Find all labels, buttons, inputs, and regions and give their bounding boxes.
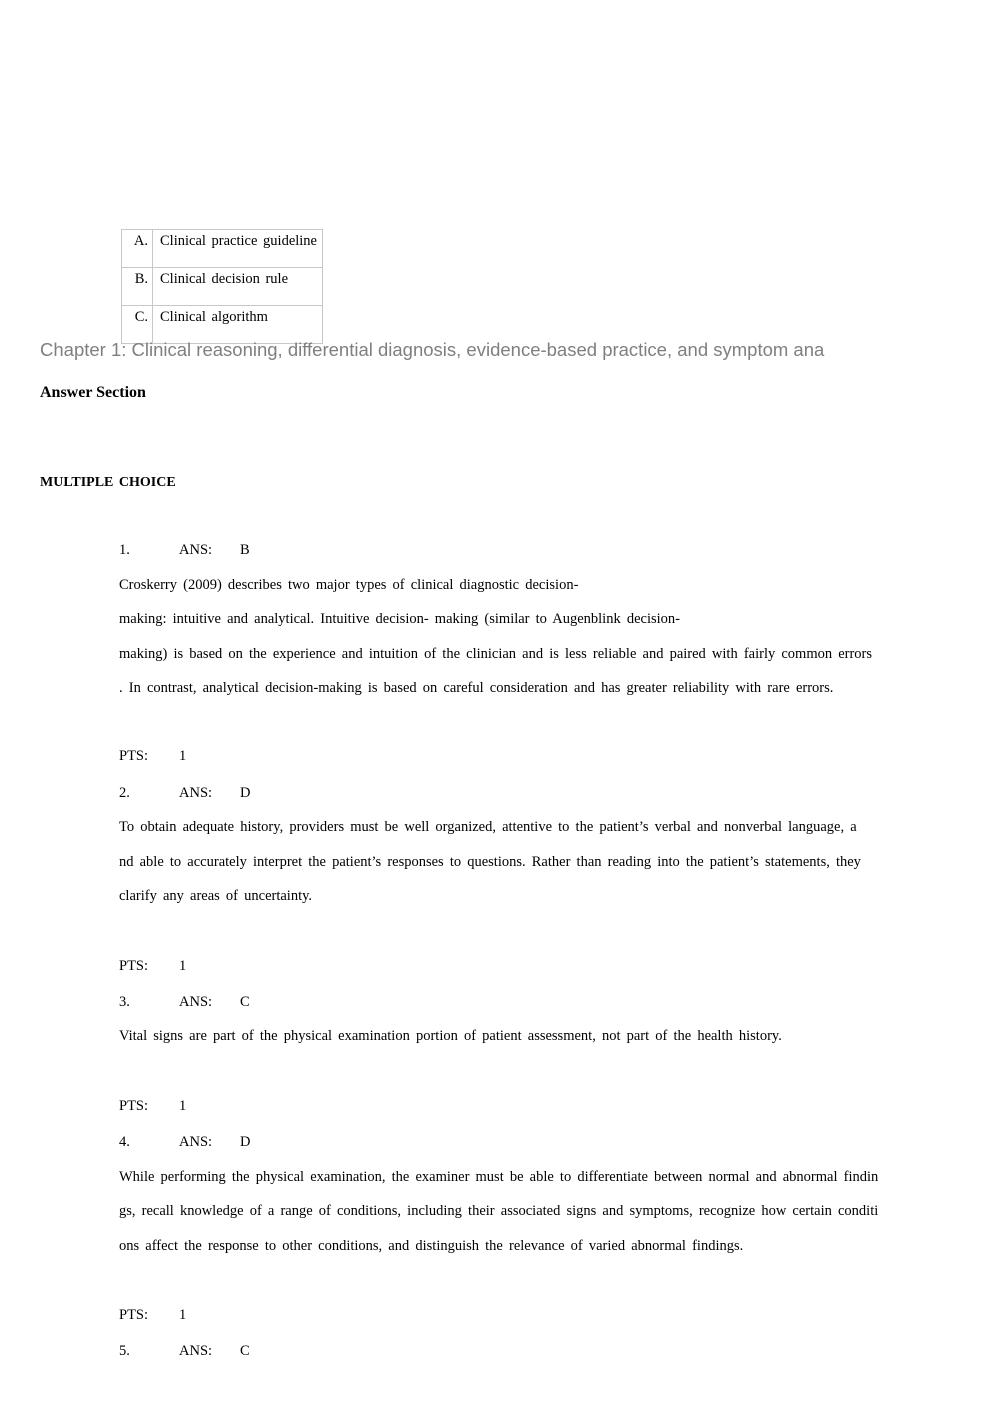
rationale-line: To obtain adequate history, providers must be well organized, attentive to the patient’s verbal and nonverbal language, a (119, 819, 857, 835)
option-text: Clinical practice guideline (153, 230, 323, 268)
option-letter: C. (122, 306, 153, 344)
answer-label: ANS: (179, 1343, 213, 1359)
answer-value: B (240, 542, 250, 558)
answer-section-heading: Answer Section (40, 384, 146, 401)
answer-options-table (121, 229, 323, 344)
question-number: 5. (119, 1343, 130, 1359)
rationale-line: gs, recall knowledge of a range of conditions, including their associated signs and symptoms, recognize how certain conditi (119, 1203, 879, 1219)
points-label: PTS: (119, 748, 149, 764)
multiple-choice-heading: MULTIPLE CHOICE (40, 475, 176, 490)
rationale-line: . In contrast, analytical decision-making is based on careful consideration and has greater reliability with rare errors. (119, 680, 834, 696)
answer-label: ANS: (179, 542, 213, 558)
option-row (122, 230, 323, 268)
points-label: PTS: (119, 1307, 149, 1323)
option-letter: A. (122, 230, 153, 268)
question-number: 2. (119, 785, 130, 801)
answer-label: ANS: (179, 785, 213, 801)
rationale-line: While performing the physical examination, the examiner must be able to differentiate between normal and abnormal findin (119, 1169, 879, 1185)
rationale-line: nd able to accurately interpret the patient’s responses to questions. Rather than reading into the patient’s statements, they (119, 854, 861, 870)
answer-value: D (240, 785, 251, 801)
points-value: 1 (179, 1307, 187, 1323)
option-row (122, 268, 323, 306)
question-number: 1. (119, 542, 130, 558)
option-row (122, 306, 323, 344)
question-number: 4. (119, 1134, 130, 1150)
rationale-line: making) is based on the experience and intuition of the clinician and is less reliable and paired with fairly common errors (119, 646, 873, 662)
rationale-line: clarify any areas of uncertainty. (119, 888, 313, 904)
answer-value: D (240, 1134, 251, 1150)
chapter-title: Chapter 1: Clinical reasoning, differential diagnosis, evidence-based practice, and symptom ana (40, 339, 825, 360)
rationale-line: ons affect the response to other conditions, and distinguish the relevance of varied abnormal findings. (119, 1238, 744, 1254)
answer-value: C (240, 994, 250, 1010)
answer-label: ANS: (179, 994, 213, 1010)
option-text: Clinical algorithm (153, 306, 323, 344)
points-value: 1 (179, 958, 187, 974)
option-letter: B. (122, 268, 153, 306)
points-label: PTS: (119, 1098, 149, 1114)
rationale-line: Vital signs are part of the physical examination portion of patient assessment, not part of the health history. (119, 1028, 782, 1044)
answer-value: C (240, 1343, 250, 1359)
points-value: 1 (179, 748, 187, 764)
points-label: PTS: (119, 958, 149, 974)
answer-label: ANS: (179, 1134, 213, 1150)
points-value: 1 (179, 1098, 187, 1114)
option-text: Clinical decision rule (153, 268, 323, 306)
rationale-line: Croskerry (2009) describes two major types of clinical diagnostic decision- (119, 577, 579, 593)
rationale-line: making: intuitive and analytical. Intuitive decision- making (similar to Augenblink decision- (119, 611, 680, 627)
question-number: 3. (119, 994, 130, 1010)
